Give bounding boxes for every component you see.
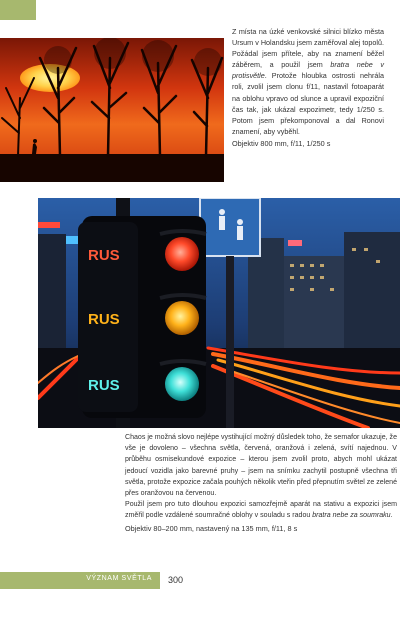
- bus-sign-red: RUS: [88, 247, 120, 264]
- footer-section-bar: [0, 572, 160, 589]
- bus-sign-green: RUS: [88, 377, 120, 394]
- bottom-paragraph-2: [125, 499, 397, 521]
- bottom-paragraph-2-part-2: .: [390, 512, 393, 520]
- top-photo-caption: Objektiv 800 mm, f/11, 1/250 s: [232, 138, 331, 148]
- top-paragraph: [232, 26, 384, 137]
- sunset-photo: [0, 38, 224, 182]
- bus-sign-amber: RUS: [88, 311, 120, 328]
- section-label: VÝZNAM SVĚTLA: [86, 575, 152, 582]
- top-article-text: [232, 26, 384, 149]
- bottom-paragraph-2-part-1: Použil jsem pro tuto dlouhou expozici samozřejmě aparát na stativu a expozici jsem změřil podle vzdálené soumračné oblohy v souladu s radou: [125, 501, 397, 520]
- traffic-light-photo: [38, 198, 400, 428]
- bottom-photo-caption: Objektiv 80–200 mm, nastavený na 135 mm, f/11, 8 s: [125, 523, 298, 533]
- top-paragraph-part-2: . Protože hloubka ostrosti nehrála roli, zvolil jsem clonu f/11, nastavil fotoaparát na oblohu vpravo od slunce a upravil expoziční čas tak, jak ukázal expozimetr, tedy 1/250 s. Potom jsem překomponoval a dal Ronovi znamení, aby vyběhl.: [232, 71, 384, 136]
- corner-color-tab: [0, 0, 36, 20]
- page-number: 300: [168, 575, 184, 585]
- bottom-paragraph-1: Chaos je možná slovo nejlépe vystihující možný důsledek toho, že semafor ukazuje, že vše je dovoleno – všechna světla, červená, oranžová i zelená, svítí najednou. V průběhu osmisekundové expozice – kterou jsem zvolil proto, abych mohl ukázat jedoucí vozidla jako barevné pruhy – jsem na snímku zachytil postupně všechna tři světla, protože expozice začala pouhých několik vteřin před přepnutím světel ze zelené přes oranžovou na červenou.: [125, 434, 397, 498]
- bottom-article-text: [125, 432, 397, 534]
- top-paragraph-emphasis: bratra nebe v protisvětle: [232, 60, 384, 81]
- bottom-paragraph-2-emphasis: bratra nebe za soumraku: [312, 512, 391, 520]
- top-paragraph-part-1: Z místa na úzké venkovské silnici blízko města Ursum v Holandsku jsem zaměřoval alej topolů. Požádal jsem přítele, aby na znamení běžel záběrem, a použil jsem: [232, 27, 384, 70]
